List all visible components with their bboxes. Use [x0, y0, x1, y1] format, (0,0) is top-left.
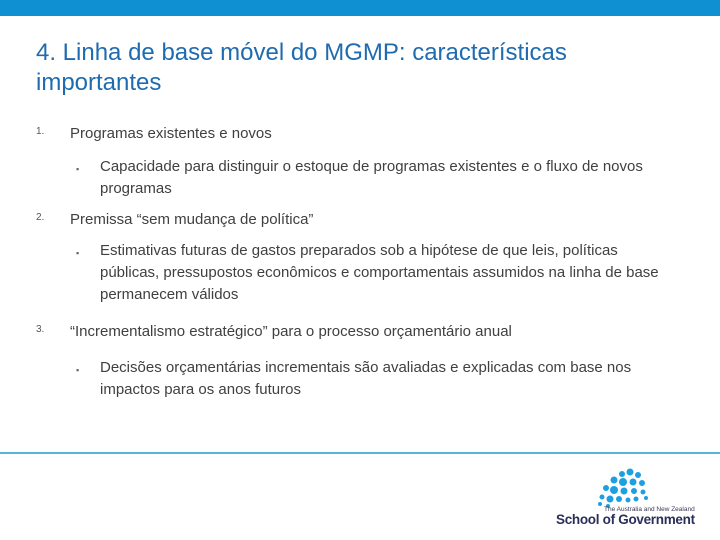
- list-item-text: Premissa “sem mudança de política”: [70, 211, 314, 228]
- bullet-icon: ▪: [76, 248, 80, 258]
- school-of-government-logo: [556, 466, 716, 528]
- slide-title: 4. Linha de base móvel do MGMP: características importantes: [36, 39, 567, 96]
- list-number: 2.: [36, 212, 45, 223]
- sub-item-text: Decisões orçamentárias incrementais são avaliadas e explicadas com base nos impactos para os anos futuros: [100, 359, 632, 398]
- footer-divider: [0, 452, 720, 454]
- bullet-icon: ▪: [76, 365, 80, 375]
- list-number: 3.: [36, 324, 45, 335]
- list-item-text: “Incrementalismo estratégico” para o processo orçamentário anual: [70, 323, 512, 340]
- top-accent-bar: [0, 0, 720, 16]
- logo-name: School of Government: [556, 512, 695, 527]
- list-number: 1.: [36, 126, 45, 137]
- logo-subtitle: The Australia and New Zealand: [604, 506, 695, 513]
- dot-cluster-icon: [556, 466, 716, 510]
- sub-item-text: Estimativas futuras de gastos preparados sob a hipótese de que leis, políticas públicas, pressupostos econômicos e comportamentais assumidos na linha de base permanecem válidos: [100, 242, 659, 303]
- sub-item-text: Capacidade para distinguir o estoque de programas existentes e o fluxo de novos programas: [100, 158, 643, 197]
- bullet-icon: ▪: [76, 164, 80, 174]
- list-item-text: Programas existentes e novos: [70, 125, 272, 142]
